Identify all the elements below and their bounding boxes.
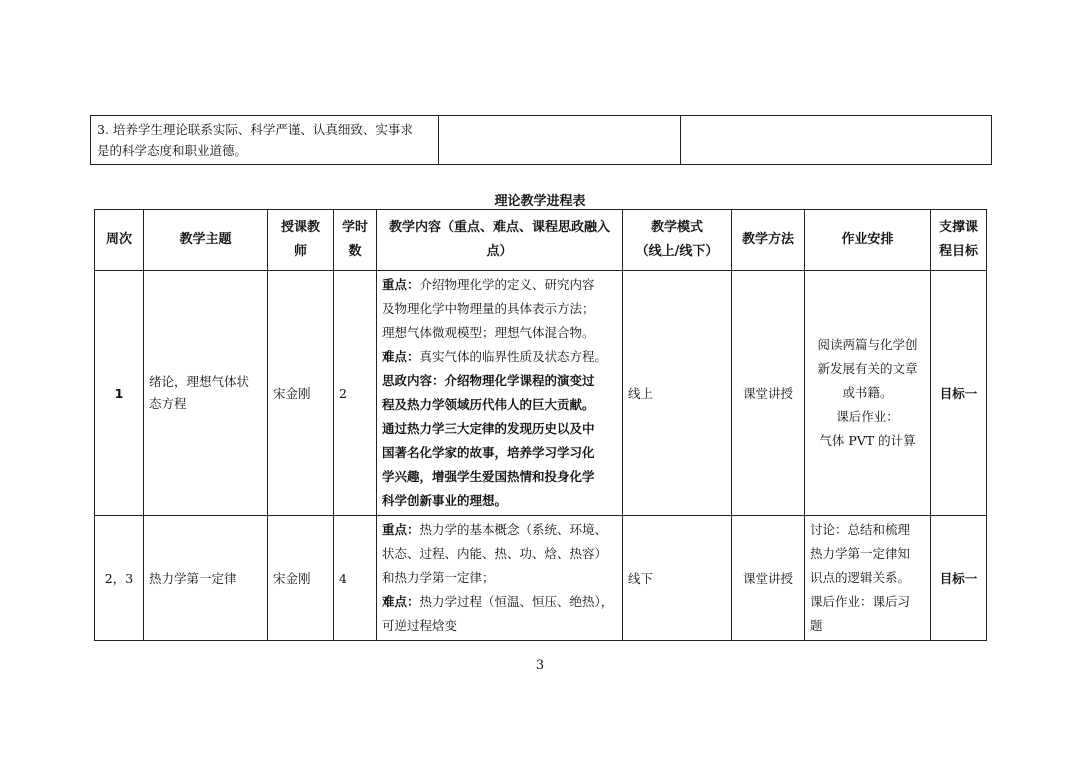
header-hours-line-1: 学时 <box>341 220 368 235</box>
row-method: 课堂讲授 <box>732 516 805 641</box>
row-content <box>377 516 623 641</box>
homework-line: 热力学第一定律知 <box>810 546 911 561</box>
row-method: 课堂讲授 <box>732 271 805 516</box>
ideology-line: 国著名化学家的故事，培养学习学习化 <box>382 445 595 460</box>
difficulty-line: 可逆过程焓变 <box>382 618 458 633</box>
row-topic-line-2: 态方程 <box>149 396 187 411</box>
key-line: 和热力学第一定律； <box>382 570 495 585</box>
homework-line: 课后作业：课后习 <box>810 594 911 609</box>
table-row <box>95 271 987 516</box>
page-number: 3 <box>535 658 545 673</box>
header-topic: 教学主题 <box>144 210 268 271</box>
row-homework <box>805 516 931 641</box>
difficulty-label: 难点： <box>382 594 420 609</box>
row-goal: 目标一 <box>931 516 987 641</box>
row-mode: 线下 <box>623 516 732 641</box>
table-title: 理论教学进程表 <box>494 194 586 209</box>
key-line: 状态、过程、内能、热、功、焓、热容） <box>382 546 608 561</box>
homework-line: 新发展有关的文章 <box>817 361 918 376</box>
header-goal-line-1: 支撑课 <box>938 220 978 235</box>
row-hours: 2 <box>334 271 377 516</box>
homework-line: 讨论：总结和梳理 <box>810 522 911 537</box>
row-teacher: 宋金刚 <box>268 271 334 516</box>
row-mode: 线上 <box>623 271 732 516</box>
header-method: 教学方法 <box>732 210 805 271</box>
homework-line: 气体 PVT 的计算 <box>819 433 916 448</box>
key-label: 重点： <box>382 277 420 292</box>
row-week: 2，3 <box>95 516 144 641</box>
row-teacher: 宋金刚 <box>268 516 334 641</box>
homework-line: 或书籍。 <box>842 385 893 400</box>
empty-cell <box>681 116 992 165</box>
key-points <box>382 273 617 297</box>
empty-cell <box>439 116 681 165</box>
row-topic-line-1: 绪论，理想气体状 <box>149 374 250 389</box>
difficulty-label: 难点： <box>382 349 420 364</box>
header-content-line-2: 点） <box>486 244 513 259</box>
difficulty-line: 热力学过程（恒温、恒压、绝热）， <box>419 594 614 609</box>
header-goal-line-2: 程目标 <box>938 244 978 259</box>
schedule-table <box>94 209 987 641</box>
key-line: 理想气体微观模型；理想气体混合物。 <box>382 325 595 340</box>
objective-line-2: 是的科学态度和职业道德。 <box>97 143 248 158</box>
homework-line: 题 <box>810 618 823 633</box>
homework-line: 识点的逻辑关系。 <box>810 570 911 585</box>
row-topic: 热力学第一定律 <box>144 516 268 641</box>
header-teacher <box>268 210 334 271</box>
header-goal <box>931 210 987 271</box>
difficulty-line: 真实气体的临界性质及状态方程。 <box>419 349 608 364</box>
ideology-line: 通过热力学三大定律的发现历史以及中 <box>382 421 595 436</box>
key-line: 介绍物理化学的定义、研究内容 <box>419 277 595 292</box>
header-teacher-line-2: 师 <box>293 244 307 259</box>
objective-cell <box>91 116 439 165</box>
row-hours: 4 <box>334 516 377 641</box>
header-row <box>95 210 987 271</box>
key-line: 热力学的基本概念（系统、环境、 <box>419 522 608 537</box>
difficulty <box>382 590 617 614</box>
key-points <box>382 518 617 542</box>
objectives-table <box>90 115 992 165</box>
key-line: 及物理化学中物理量的具体表示方法； <box>382 301 595 316</box>
row-week: 1 <box>95 271 144 516</box>
difficulty <box>382 345 617 369</box>
header-teacher-line-1: 授课教 <box>280 220 320 235</box>
homework-line: 阅读两篇与化学创 <box>817 337 918 352</box>
objective-line-1: 3. 培养学生理论联系实际、科学严谨、认真细致、实事求 <box>97 122 413 137</box>
row-homework <box>805 271 931 516</box>
header-content-line-1: 教学内容（重点、难点、课程思政融入 <box>388 220 610 235</box>
key-label: 重点： <box>382 522 420 537</box>
homework-line: 课后作业： <box>836 409 899 424</box>
header-homework: 作业安排 <box>805 210 931 271</box>
ideology-line: 思政内容：介绍物理化学课程的演变过 <box>382 373 595 388</box>
row-topic <box>144 271 268 516</box>
header-content <box>377 210 623 271</box>
ideology-line: 科学创新事业的理想。 <box>382 493 508 508</box>
header-week: 周次 <box>95 210 144 271</box>
row-content <box>377 271 623 516</box>
ideology-line: 程及热力学领域历代伟人的巨大贡献。 <box>382 397 595 412</box>
header-mode-line-2: （线上/线下） <box>635 244 719 259</box>
header-hours <box>334 210 377 271</box>
header-hours-line-2: 数 <box>348 244 362 259</box>
row-goal: 目标一 <box>931 271 987 516</box>
header-mode <box>623 210 732 271</box>
header-mode-line-1: 教学模式 <box>650 220 703 235</box>
table-row <box>95 516 987 641</box>
ideology-line: 学兴趣，增强学生爱国热情和投身化学 <box>382 469 595 484</box>
